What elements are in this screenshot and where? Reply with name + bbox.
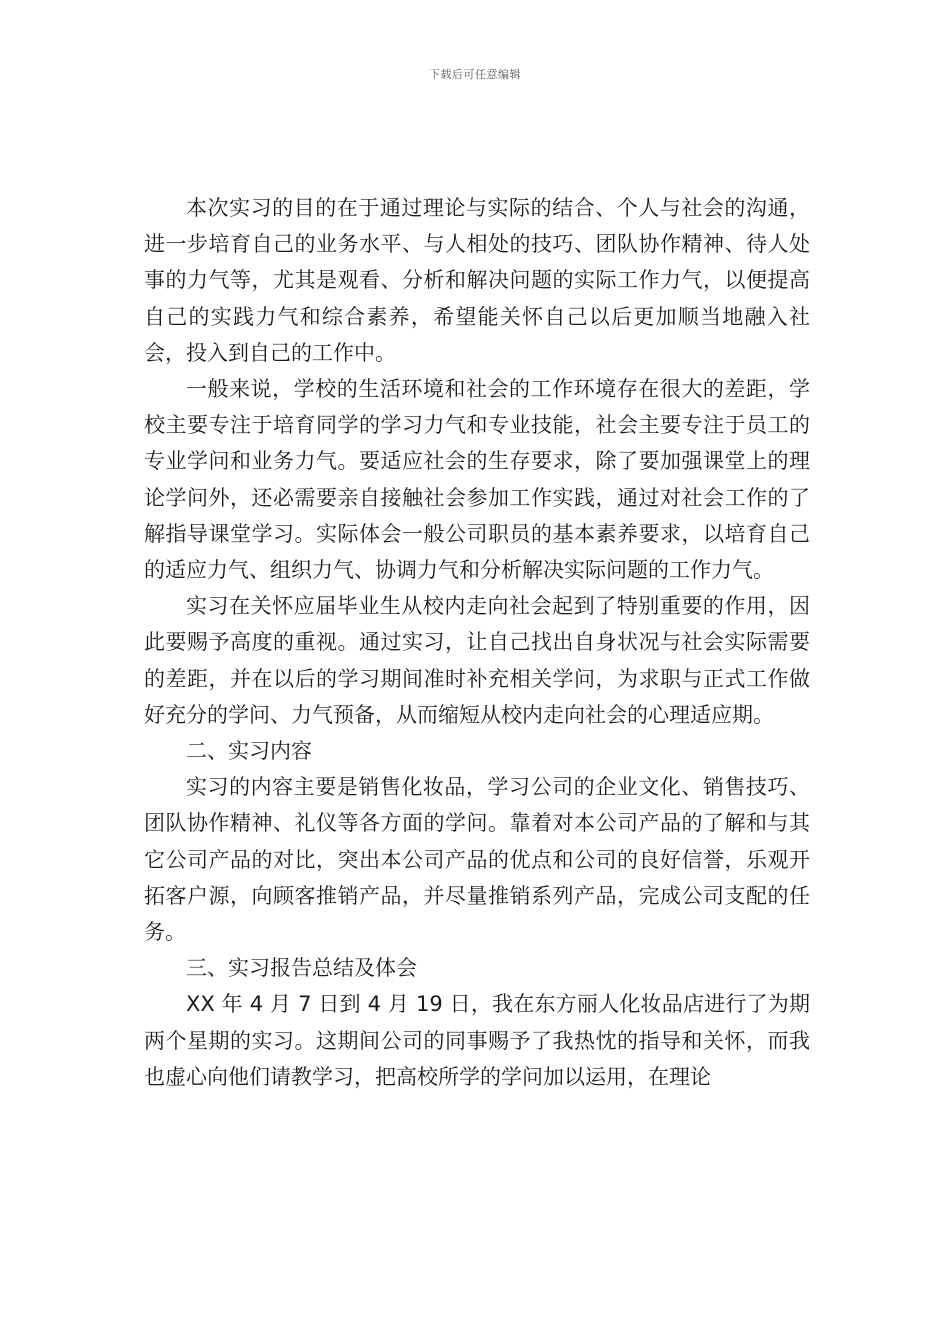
document-body xyxy=(144,190,810,1095)
section-heading-summary: 三、实习报告总结及体会 xyxy=(186,956,417,981)
section-heading-content: 二、实习内容 xyxy=(186,739,312,764)
paragraph-content: 实习的内容主要是销售化妆品，学习公司的企业文化、销售技巧、团队协作精神、礼仪等各方面的学问。靠着对本公司产品的了解和与其它公司产品的对比，突出本公司产品的优点和公司的良好信誉，乐观开拓客户源，向顾客推销产品，并尽量推销系列产品，完成公司支配的任务。 xyxy=(144,775,810,945)
page-header-note: 下载后可任意编辑 xyxy=(429,68,521,81)
paragraph-purpose: 本次实习的目的在于通过理论与实际的结合、个人与社会的沟通，进一步培育自己的业务水平、与人相处的技巧、团队协作精神、待人处事的力气等，尤其是观看、分析和解决问题的实际工作力气，以便提高自己的实践力气和综合素养，希望能关怀自己以后更加顺当地融入社会，投入到自己的工作中。 xyxy=(144,196,810,365)
paragraph-importance: 实习在关怀应届毕业生从校内走向社会起到了特别重要的作用，因此要赐予高度的重视。通过实习，让自己找出自身状况与社会实际需要的差距，并在以后的学习期间准时补充相关学问，为求职与正式工作做好充分的学问、力气预备，从而缩短从校内走向社会的心理适应期。 xyxy=(144,594,810,727)
paragraph-summary: XX 年 4 月 7 日到 4 月 19 日，我在东方丽人化妆品店进行了为期两个星期的实习。这期间公司的同事赐予了我热忱的指导和关怀，而我也虚心向他们请教学习，把高校所学的学问加以运用，在理论 xyxy=(144,992,810,1089)
paragraph-environment: 一般来说，学校的生活环境和社会的工作环境存在很大的差距，学校主要专注于培育同学的学习力气和专业技能，社会主要专注于员工的专业学问和业务力气。要适应社会的生存要求，除了要加强课堂上的理论学问外，还必需要亲自接触社会参加工作实践，通过对社会工作的了解指导课堂学习。实际体会一般公司职员的基本素养要求，以培育自己的适应力气、组织力气、协调力气和分析解决实际问题的工作力气。 xyxy=(144,377,810,583)
